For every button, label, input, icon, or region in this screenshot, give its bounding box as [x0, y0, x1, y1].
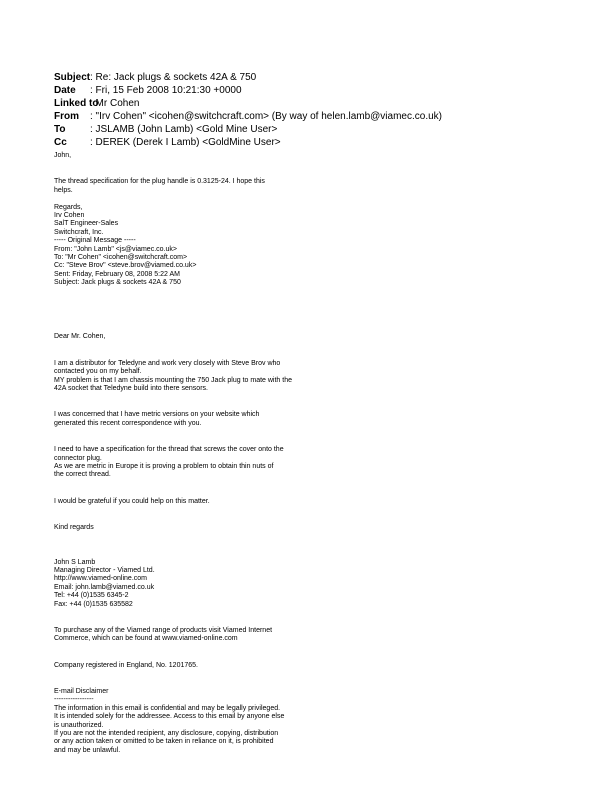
signature-title: Managing Director - Viamed Ltd. — [54, 566, 155, 574]
original-paragraph-line: the correct thread. — [54, 471, 111, 479]
header-value: : Mr Cohen — [90, 98, 140, 109]
original-closing: Kind regards — [54, 524, 94, 532]
reply-greeting: John, — [54, 152, 72, 159]
header-value: : Re: Jack plugs & sockets 42A & 750 — [90, 72, 257, 83]
original-salutation: Dear Mr. Cohen, — [54, 333, 106, 341]
reply-signoff-line: SalT Engineer-Sales — [54, 220, 119, 228]
signature-name: John S Lamb — [54, 558, 96, 566]
signature-phone: Tel: +44 (0)1535 6345-2 — [54, 592, 129, 600]
original-header-line: Subject: Jack plugs & sockets 42A & 750 — [54, 279, 181, 287]
email-header — [54, 71, 442, 149]
original-paragraph-line: connector plug. — [54, 454, 102, 462]
original-paragraph-line: I am a distributor for Teledyne and work very closely with Steve Brov who — [54, 359, 281, 367]
original-header-line: Sent: Friday, February 08, 2008 5:22 AM — [54, 270, 180, 278]
promo-line: Commerce, which can be found at www.viamed-online.com — [54, 635, 238, 643]
disclaimer-rule: ----------------- — [54, 696, 94, 704]
disclaimer-line: is unauthorized. — [54, 721, 104, 729]
header-row-to — [54, 123, 442, 136]
original-paragraph-line: MY problem is that I am chassis mounting the 750 Jack plug to mate with the — [54, 376, 292, 384]
original-header-line: From: "John Lamb" <js@viamec.co.uk> — [54, 245, 177, 253]
original-paragraph-line: 42A socket that Teledyne build into there sensors. — [54, 385, 208, 393]
original-paragraph-line: I was concerned that I have metric versions on your website which — [54, 411, 260, 419]
reply-signoff-line: Regards, — [54, 203, 83, 211]
reply-paragraph-line: The thread specification for the plug handle is 0.3125-24. I hope this — [54, 178, 265, 186]
disclaimer-line: or any action taken or omitted to be taken in reliance on it, is prohibited — [54, 738, 274, 746]
header-row-date — [54, 84, 442, 97]
signature-website: http://www.viamed-online.com — [54, 575, 147, 583]
header-row-linked-to — [54, 97, 442, 110]
disclaimer-line: If you are not the intended recipient, any disclosure, copying, distribution — [54, 730, 279, 738]
header-value: : Fri, 15 Feb 2008 10:21:30 +0000 — [90, 85, 242, 96]
header-label: Date — [54, 85, 76, 96]
header-label: Linked to — [54, 98, 99, 109]
disclaimer-title: E-mail Disclaimer — [54, 688, 109, 696]
original-paragraph-line: As we are metric in Europe it is proving a problem to obtain thin nuts of — [54, 462, 274, 470]
original-paragraph-line: I need to have a specification for the thread that screws the cover onto the — [54, 446, 284, 454]
header-row-cc — [54, 136, 442, 149]
disclaimer-line: and may be unlawful. — [54, 746, 121, 754]
header-row-subject — [54, 71, 442, 84]
company-registration: Company registered in England, No. 1201765. — [54, 661, 198, 669]
header-label: From — [54, 111, 79, 122]
reply-paragraph-line: helps. — [54, 186, 73, 194]
original-header-line: To: "Mr Cohen" <icohen@switchcraft.com> — [54, 253, 188, 261]
reply-signoff-line: Irv Cohen — [54, 211, 85, 219]
original-header-line: ----- Original Message ----- — [54, 237, 136, 245]
original-header-line: Cc: "Steve Brov" <steve.brov@viamed.co.uk> — [54, 262, 197, 270]
header-label: To — [54, 124, 66, 135]
header-value: : "Irv Cohen" <icohen@switchcraft.com> (By way of helen.lamb@viamec.co.uk) — [90, 111, 442, 122]
disclaimer-line: It is intended solely for the addressee. Access to this email by anyone else — [54, 713, 285, 721]
original-paragraph-line: contacted you on my behalf. — [54, 368, 142, 376]
email-body — [54, 152, 344, 755]
header-value: : JSLAMB (John Lamb) <Gold Mine User> — [90, 124, 278, 135]
header-label: Subject — [54, 72, 91, 83]
header-value: : DEREK (Derek I Lamb) <GoldMine User> — [90, 137, 281, 148]
signature-fax: Fax: +44 (0)1535 635582 — [54, 600, 133, 608]
original-paragraph-line: I would be grateful if you could help on this matter. — [54, 497, 210, 505]
original-paragraph-line: generated this recent correspondence with you. — [54, 419, 202, 427]
header-row-from — [54, 110, 442, 123]
signature-email: Email: john.lamb@viamed.co.uk — [54, 583, 155, 591]
header-label: Cc — [54, 137, 67, 148]
promo-line: To purchase any of the Viamed range of products visit Viamed Internet — [54, 626, 273, 634]
disclaimer-line: The information in this email is confidential and may be legally privileged. — [54, 704, 281, 712]
reply-signoff-line: Switchcraft, Inc. — [54, 228, 104, 236]
